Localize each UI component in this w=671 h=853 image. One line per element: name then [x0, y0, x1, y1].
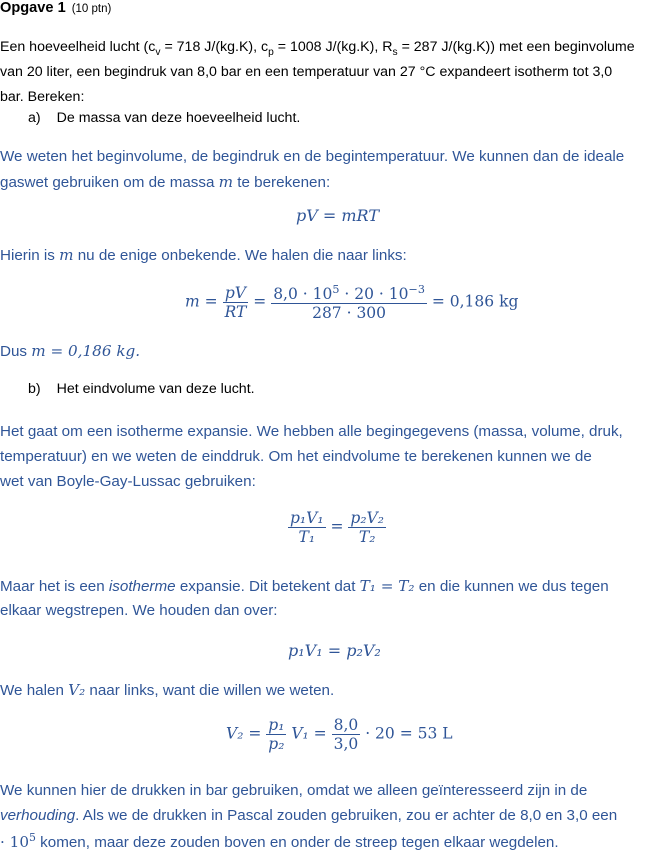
fraction-values: [332, 716, 361, 753]
exercise-points: (10 ptn): [71, 3, 112, 15]
problem-line-1: [0, 39, 635, 58]
var-m: m: [59, 246, 74, 264]
num-part: 8,0 · 10: [273, 285, 333, 304]
t1-equals-t2: T₁ = T₂: [359, 577, 415, 595]
eq-result: · 20 = 53 L: [365, 724, 453, 743]
frac-num: 8,0: [333, 716, 359, 734]
answer-text: gaswet gebruiken om de massa: [0, 174, 219, 191]
part-b-question-text: Het eindvolume van deze lucht.: [56, 381, 255, 397]
answer-text: te berekenen:: [233, 174, 331, 191]
exercise-title: Opgave 1: [0, 0, 66, 16]
part-b-question: [28, 381, 255, 397]
frac-num: p₁: [268, 716, 285, 734]
part-a-answer-line-1: We weten het beginvolume, de begindruk en de begintemperatuur. We kunnen dan de ideale: [0, 148, 625, 165]
frac-den: p₂: [268, 735, 285, 753]
cv-subscript: v: [155, 46, 161, 58]
part-a-answer-line-2: [0, 173, 330, 191]
part-b-answer-line-3: wet van Boyle-Gay-Lussac gebruiken:: [0, 473, 256, 490]
ideal-gas-equation: pV = mRT: [296, 206, 379, 225]
boyle-equation: p₁V₁ = p₂V₂: [288, 641, 381, 660]
eq-sign: =: [330, 517, 344, 536]
mass-equation: [185, 283, 518, 322]
answer-text: Maar het is een: [0, 578, 109, 595]
answer-text: Hierin is: [0, 247, 60, 264]
answer-text: en die kunnen we dus tegen: [414, 578, 609, 595]
fraction-right: [348, 509, 386, 546]
fraction-left: [288, 509, 326, 546]
answer-text: expansie. Dit betekent dat: [175, 578, 360, 595]
exercise-heading: [0, 0, 111, 16]
problem-text: Een hoeveelheid lucht (c: [0, 39, 156, 55]
math-part: · 10: [0, 833, 29, 852]
part-b-answer-line-8: [0, 807, 617, 824]
fraction-pv-rt: [223, 284, 249, 321]
frac-den: T₂: [348, 527, 386, 546]
problem-text: = 1008 J/(kg.K), R: [273, 39, 393, 55]
problem-text: = 718 J/(kg.K), c: [160, 39, 269, 55]
frac-den: RT: [224, 303, 247, 322]
eq-result: = 0,186 kg: [431, 292, 519, 311]
part-a-conclusion: [0, 342, 140, 360]
eq-sign: =: [253, 292, 267, 311]
part-b-answer-line-4: [0, 577, 609, 595]
fraction-p1-p2: [266, 716, 286, 753]
part-b-answer-line-5: elkaar wegstrepen. We houden dan over:: [0, 602, 278, 619]
part-b-marker: b): [28, 381, 41, 397]
frac-den: T₁: [288, 527, 326, 546]
part-a-question-text: De massa van deze hoeveelheid lucht.: [56, 110, 301, 126]
frac-den: 287 · 300: [271, 303, 427, 322]
answer-text: naar links, want die willen we weten.: [85, 682, 335, 699]
eq-lhs: V₂ =: [226, 724, 262, 743]
problem-text: = 287 J/(kg.K)) met een beginvolume: [397, 39, 635, 55]
var-v2: V₂: [68, 681, 86, 699]
exponent: 5: [28, 831, 36, 844]
answer-text: komen, maar deze zouden boven en onder de streep tegen elkaar wegdelen.: [35, 834, 559, 852]
answer-text: Dus: [0, 343, 32, 360]
answer-text: . Als we de drukken in Pascal zouden gebruiken, zou er achter de 8,0 en 3,0 een: [75, 807, 618, 824]
cp-subscript: p: [268, 46, 274, 58]
part-a-question: [28, 110, 300, 126]
num-part: · 20 · 10: [339, 285, 409, 304]
part-a-answer-line-3: [0, 246, 407, 264]
eq-lhs: m =: [185, 292, 218, 311]
problem-line-3: bar. Bereken:: [0, 89, 85, 105]
frac-den: 3,0: [333, 735, 359, 753]
emphasis-verhouding: verhouding: [0, 807, 76, 824]
conclusion-math: m = 0,186 kg.: [31, 342, 141, 360]
answer-text: nu de enige onbekende. We halen die naar links:: [73, 247, 407, 264]
exponent: −3: [408, 283, 425, 296]
eq-mid: V₁ =: [291, 724, 327, 743]
part-b-answer-line-2: temperatuur) en we weten de einddruk. Om het eindvolume te berekenen kunnen we de: [0, 448, 592, 465]
emphasis-isotherme: isotherme: [108, 578, 176, 595]
boyle-gay-lussac-equation: [288, 509, 386, 546]
frac-num: p₁V₁: [290, 509, 324, 527]
fraction-values: [271, 283, 427, 322]
power-of-ten: [0, 833, 36, 851]
exponent: 5: [332, 283, 340, 296]
part-a-marker: a): [28, 110, 41, 126]
frac-num: [271, 283, 427, 303]
part-b-answer-line-6: [0, 681, 334, 699]
part-b-answer-line-1: Het gaat om een isotherme expansie. We hebben alle begingegevens (massa, volume, druk,: [0, 423, 623, 440]
answer-text: We halen: [0, 682, 69, 699]
rs-subscript: s: [392, 46, 398, 58]
var-m: m: [218, 173, 234, 191]
frac-num: p₂V₂: [350, 509, 384, 527]
part-b-answer-line-7: We kunnen hier de drukken in bar gebruiken, omdat we alleen geïnteresseerd zijn in de: [0, 782, 588, 799]
v2-equation: [226, 716, 453, 753]
problem-line-2: van 20 liter, een begindruk van 8,0 bar en een temperatuur van 27 °C expandeert isotherm tot 3,0: [0, 64, 613, 80]
frac-num: pV: [224, 284, 246, 303]
part-b-answer-line-9: [0, 831, 559, 851]
